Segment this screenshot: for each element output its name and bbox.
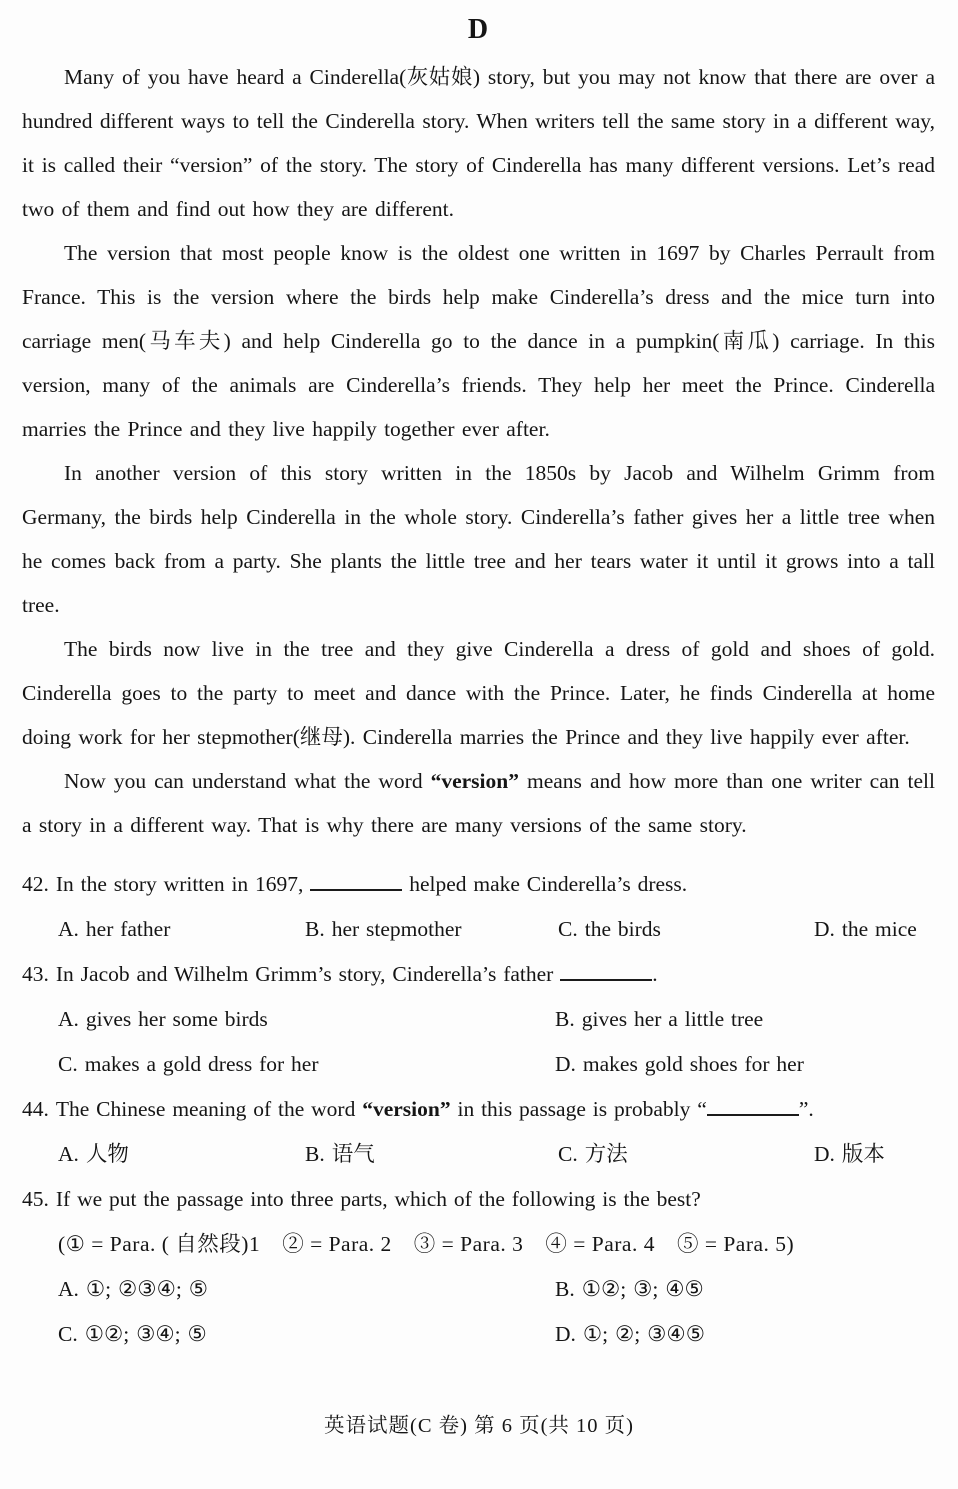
option-text: her father <box>85 917 171 941</box>
question-42-options <box>22 907 935 952</box>
question-42-prompt <box>22 862 935 907</box>
question-45-prompt <box>22 1177 935 1222</box>
question-44-text: The Chinese meaning of the word “version” in this passage is probably “ ”. <box>55 1097 814 1121</box>
option-letter: D. <box>814 1142 835 1166</box>
question-43-number: 43. <box>22 962 49 986</box>
option-letter: D. <box>814 917 835 941</box>
option-text: 方法 <box>584 1142 628 1166</box>
option-text: ①②; ③④; ⑤ <box>84 1322 207 1346</box>
question-44-option-a <box>58 1132 305 1177</box>
passage-paragraph-4: The birds now live in the tree and they give Cinderella a dress of gold and shoes of gold. Cinderella goes to the party to meet and dance with the Prince. Later, he finds Cinderella at home doing work for her stepmother(继母). Cinderella marries the Prince and they live happily ever after. <box>22 637 935 749</box>
question-45-option-d <box>555 1312 935 1357</box>
option-text: gives her a little tree <box>581 1007 764 1031</box>
question-44-number: 44. <box>22 1097 49 1121</box>
question-43-options <box>22 997 935 1087</box>
question-45-options <box>22 1267 935 1357</box>
option-letter: C. <box>58 1052 78 1076</box>
question-43-option-d <box>555 1042 935 1087</box>
question-43-option-a <box>58 997 555 1042</box>
option-letter: B. <box>305 917 325 941</box>
option-letter: A. <box>58 1277 79 1301</box>
question-44 <box>22 1087 935 1177</box>
option-letter: D. <box>555 1322 576 1346</box>
page-footer: 英语试题(C 卷) 第 6 页(共 10 页) <box>324 1415 634 1437</box>
option-text: the mice <box>841 917 917 941</box>
question-43-prompt <box>22 952 935 997</box>
question-45-paragraph-key: (① = Para. ( 自然段)1 ② = Para. 2 ③ = Para. 3 ④ = Para. 4 ⑤ = Para. 5) <box>58 1232 795 1256</box>
option-text: 版本 <box>841 1142 885 1166</box>
option-letter: C. <box>58 1322 78 1346</box>
option-letter: C. <box>558 917 578 941</box>
question-44-option-d <box>814 1132 935 1177</box>
question-44-option-c <box>558 1132 814 1177</box>
option-text: ①; ②③④; ⑤ <box>85 1277 208 1301</box>
option-text: makes a gold dress for her <box>84 1052 319 1076</box>
option-letter: D. <box>555 1052 576 1076</box>
question-43-option-b <box>555 997 935 1042</box>
question-42-option-b <box>305 907 558 952</box>
option-text: 人物 <box>85 1142 129 1166</box>
question-45-option-c <box>58 1312 555 1357</box>
passage-paragraph-5: Now you can understand what the word “version” means and how more than one writer can tell a story in a different way. That is why there are many versions of the same story. <box>22 769 935 837</box>
question-45 <box>22 1177 935 1357</box>
option-text: makes gold shoes for her <box>582 1052 804 1076</box>
question-42-option-c <box>558 907 814 952</box>
question-42-option-d <box>814 907 935 952</box>
question-45-number: 45. <box>22 1187 49 1211</box>
question-45-option-b <box>555 1267 935 1312</box>
section-heading: D <box>467 14 490 45</box>
question-45-option-a <box>58 1267 555 1312</box>
option-letter: C. <box>558 1142 578 1166</box>
passage-paragraph-2: The version that most people know is the oldest one written in 1697 by Charles Perrault from France. This is the version where the birds help make Cinderella’s dress and the mice turn into carriage men(马车夫) and help Cinderella go to the dance in a pumpkin(南瓜) carriage. In this version, many of the animals are Cinderella’s friends. They help her meet the Prince. Cinderella marries the Prince and they live happily together ever after. <box>22 241 935 441</box>
question-section <box>22 862 935 1357</box>
option-letter: A. <box>58 1007 79 1031</box>
question-42-number: 42. <box>22 872 49 896</box>
option-text: the birds <box>584 917 661 941</box>
question-42-option-a <box>58 907 305 952</box>
option-letter: A. <box>58 917 79 941</box>
question-44-options <box>22 1132 935 1177</box>
option-text: ①; ②; ③④⑤ <box>582 1322 705 1346</box>
option-text: her stepmother <box>331 917 462 941</box>
option-letter: A. <box>58 1142 79 1166</box>
question-43-text: In Jacob and Wilhelm Grimm’s story, Cinderella’s father . <box>55 962 658 986</box>
option-letter: B. <box>555 1007 575 1031</box>
question-43-option-c <box>58 1042 555 1087</box>
question-45-text: If we put the passage into three parts, which of the following is the best? <box>55 1187 701 1211</box>
reading-passage <box>22 55 935 847</box>
passage-paragraph-3: In another version of this story written in the 1850s by Jacob and Wilhelm Grimm from Germany, the birds help Cinderella in the whole story. Cinderella’s father gives her a little tree when he comes back from a party. She plants the little tree and her tears water it until it grows into a tall tree. <box>22 461 935 617</box>
option-letter: B. <box>305 1142 325 1166</box>
question-44-prompt <box>22 1087 935 1132</box>
question-42 <box>22 862 935 952</box>
option-text: gives her some birds <box>85 1007 268 1031</box>
option-letter: B. <box>555 1277 575 1301</box>
passage-paragraph-1: Many of you have heard a Cinderella(灰姑娘) story, but you may not know that there are over a hundred different ways to tell the Cinderella story. When writers tell the same story in a different way, it is called their “version” of the story. The story of Cinderella has many different versions. Let’s read two of them and find out how they are different. <box>22 65 935 221</box>
option-text: ①②; ③; ④⑤ <box>581 1277 704 1301</box>
question-42-text: In the story written in 1697, helped make Cinderella’s dress. <box>55 872 688 896</box>
question-43 <box>22 952 935 1087</box>
option-text: 语气 <box>331 1142 375 1166</box>
question-44-option-b <box>305 1132 558 1177</box>
